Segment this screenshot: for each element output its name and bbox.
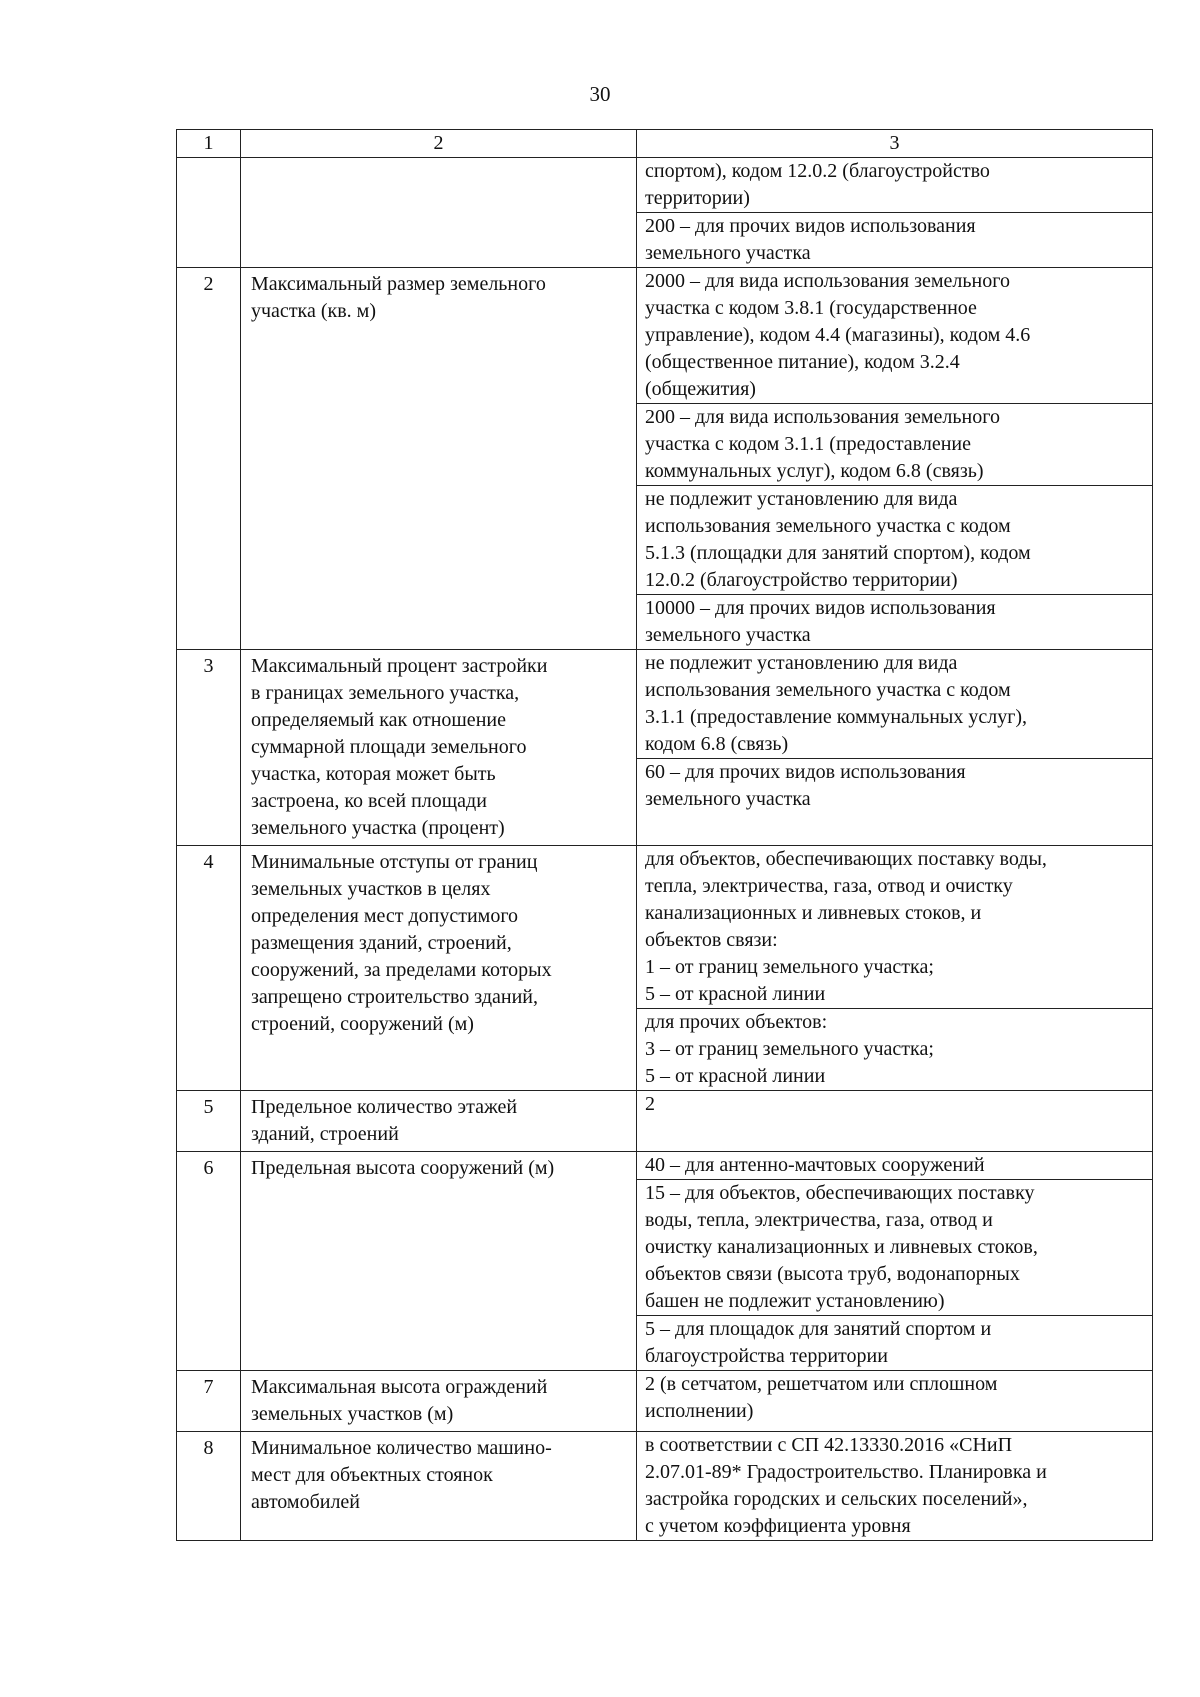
value-entry: 40 – для антенно-мачтовых сооружений [637, 1152, 1152, 1180]
values-cell [637, 650, 1153, 846]
values-cell [637, 846, 1153, 1091]
value-entry: для объектов, обеспечивающих поставку воды, тепла, электричества, газа, отвод и очистку канализационных и ливневых стоков, и объектов связи: 1 – от границ земельного участка; 5 – от красной линии [637, 846, 1152, 1009]
values-cell [637, 1432, 1153, 1541]
parameter-cell [241, 1152, 637, 1371]
value-entry: 5 – для площадок для занятий спортом и благоустройства территории [645, 1318, 992, 1367]
table-row [177, 846, 1153, 1091]
parameter-text: Предельное количество этажей зданий, строений [251, 1096, 518, 1145]
value-entry: 15 – для объектов, обеспечивающих поставку воды, тепла, электричества, газа, отвод и очистку канализационных и ливневых стоков, объектов связи (высота труб, водонапорных башен не подлежит установлению) [637, 1180, 1152, 1316]
row-number [177, 158, 241, 268]
row-number: 6 [177, 1152, 241, 1371]
value-entry: 2000 – для вида использования земельного участка с кодом 3.8.1 (государственное управление), кодом 4.4 (магазины), кодом 4.6 (общественное питание), кодом 3.2.4 (общежития) [637, 268, 1152, 404]
values-cell [637, 268, 1153, 650]
parameter-cell [241, 1371, 637, 1432]
table-row [177, 1371, 1153, 1432]
header-col-1: 1 [177, 130, 241, 158]
page-number: 30 [589, 82, 611, 106]
value-entry: 2 (в сетчатом, решетчатом или сплошном исполнении) [645, 1373, 998, 1422]
parameter-cell [241, 846, 637, 1091]
value-entry: в соответствии с СП 42.13330.2016 «СНиП 2.07.01-89* Градостроительство. Планировка и застройка городских и сельских поселений», с учетом коэффициента уровня [645, 1434, 1047, 1537]
parameter-text: Минимальные отступы от границ земельных участков в целях определения мест допустимого размещения зданий, строений, сооружений, за пределами которых запрещено строительство зданий, строений, сооружений (м) [251, 851, 552, 1035]
value-entry: спортом), кодом 12.0.2 (благоустройство территории) [637, 158, 1152, 213]
parameter-text: Максимальная высота ограждений земельных участков (м) [251, 1376, 548, 1425]
parameter-text: Минимальное количество машино- мест для объектных стоянок автомобилей [251, 1437, 552, 1513]
row-number: 8 [177, 1432, 241, 1541]
values-cell [637, 1152, 1153, 1371]
values-cell [637, 158, 1153, 268]
values-cell [637, 1091, 1153, 1152]
table-row [177, 1152, 1153, 1371]
row-number: 2 [177, 268, 241, 650]
table-header-row [177, 130, 1153, 158]
parameter-cell [241, 268, 637, 650]
value-entry: не подлежит установлению для вида использования земельного участка с кодом 3.1.1 (предоставление коммунальных услуг), кодом 6.8 (связь) [637, 650, 1152, 759]
row-number: 7 [177, 1371, 241, 1432]
value-entry: 2 [645, 1093, 655, 1115]
header-col-2: 2 [241, 130, 637, 158]
value-entry: для прочих объектов: 3 – от границ земельного участка; 5 – от красной линии [645, 1011, 934, 1087]
parameter-cell [241, 1432, 637, 1541]
table-row [177, 158, 1153, 268]
table-row [177, 1091, 1153, 1152]
value-entry: 200 – для прочих видов использования земельного участка [645, 215, 976, 264]
parameter-cell [241, 158, 637, 268]
table-row [177, 650, 1153, 846]
value-entry: 60 – для прочих видов использования земельного участка [645, 761, 966, 810]
parameter-cell [241, 650, 637, 846]
parameter-text: Максимальный размер земельного участка (кв. м) [251, 273, 546, 322]
row-number: 5 [177, 1091, 241, 1152]
value-entry: не подлежит установлению для вида использования земельного участка с кодом 5.1.3 (площадки для занятий спортом), кодом 12.0.2 (благоустройство территории) [637, 486, 1152, 595]
regulations-table [176, 129, 1153, 1541]
parameter-text: Предельная высота сооружений (м) [251, 1157, 555, 1179]
value-entry: 10000 – для прочих видов использования земельного участка [645, 597, 996, 646]
value-entry: 200 – для вида использования земельного участка с кодом 3.1.1 (предоставление коммунальных услуг), кодом 6.8 (связь) [637, 404, 1152, 486]
parameter-cell [241, 1091, 637, 1152]
parameter-text: Максимальный процент застройки в границах земельного участка, определяемый как отношение суммарной площади земельного участка, которая может быть застроена, ко всей площади земельного участка (процент) [251, 655, 548, 839]
table-row [177, 268, 1153, 650]
table-row [177, 1432, 1153, 1541]
values-cell [637, 1371, 1153, 1432]
row-number: 4 [177, 846, 241, 1091]
header-col-3: 3 [637, 130, 1153, 158]
row-number: 3 [177, 650, 241, 846]
